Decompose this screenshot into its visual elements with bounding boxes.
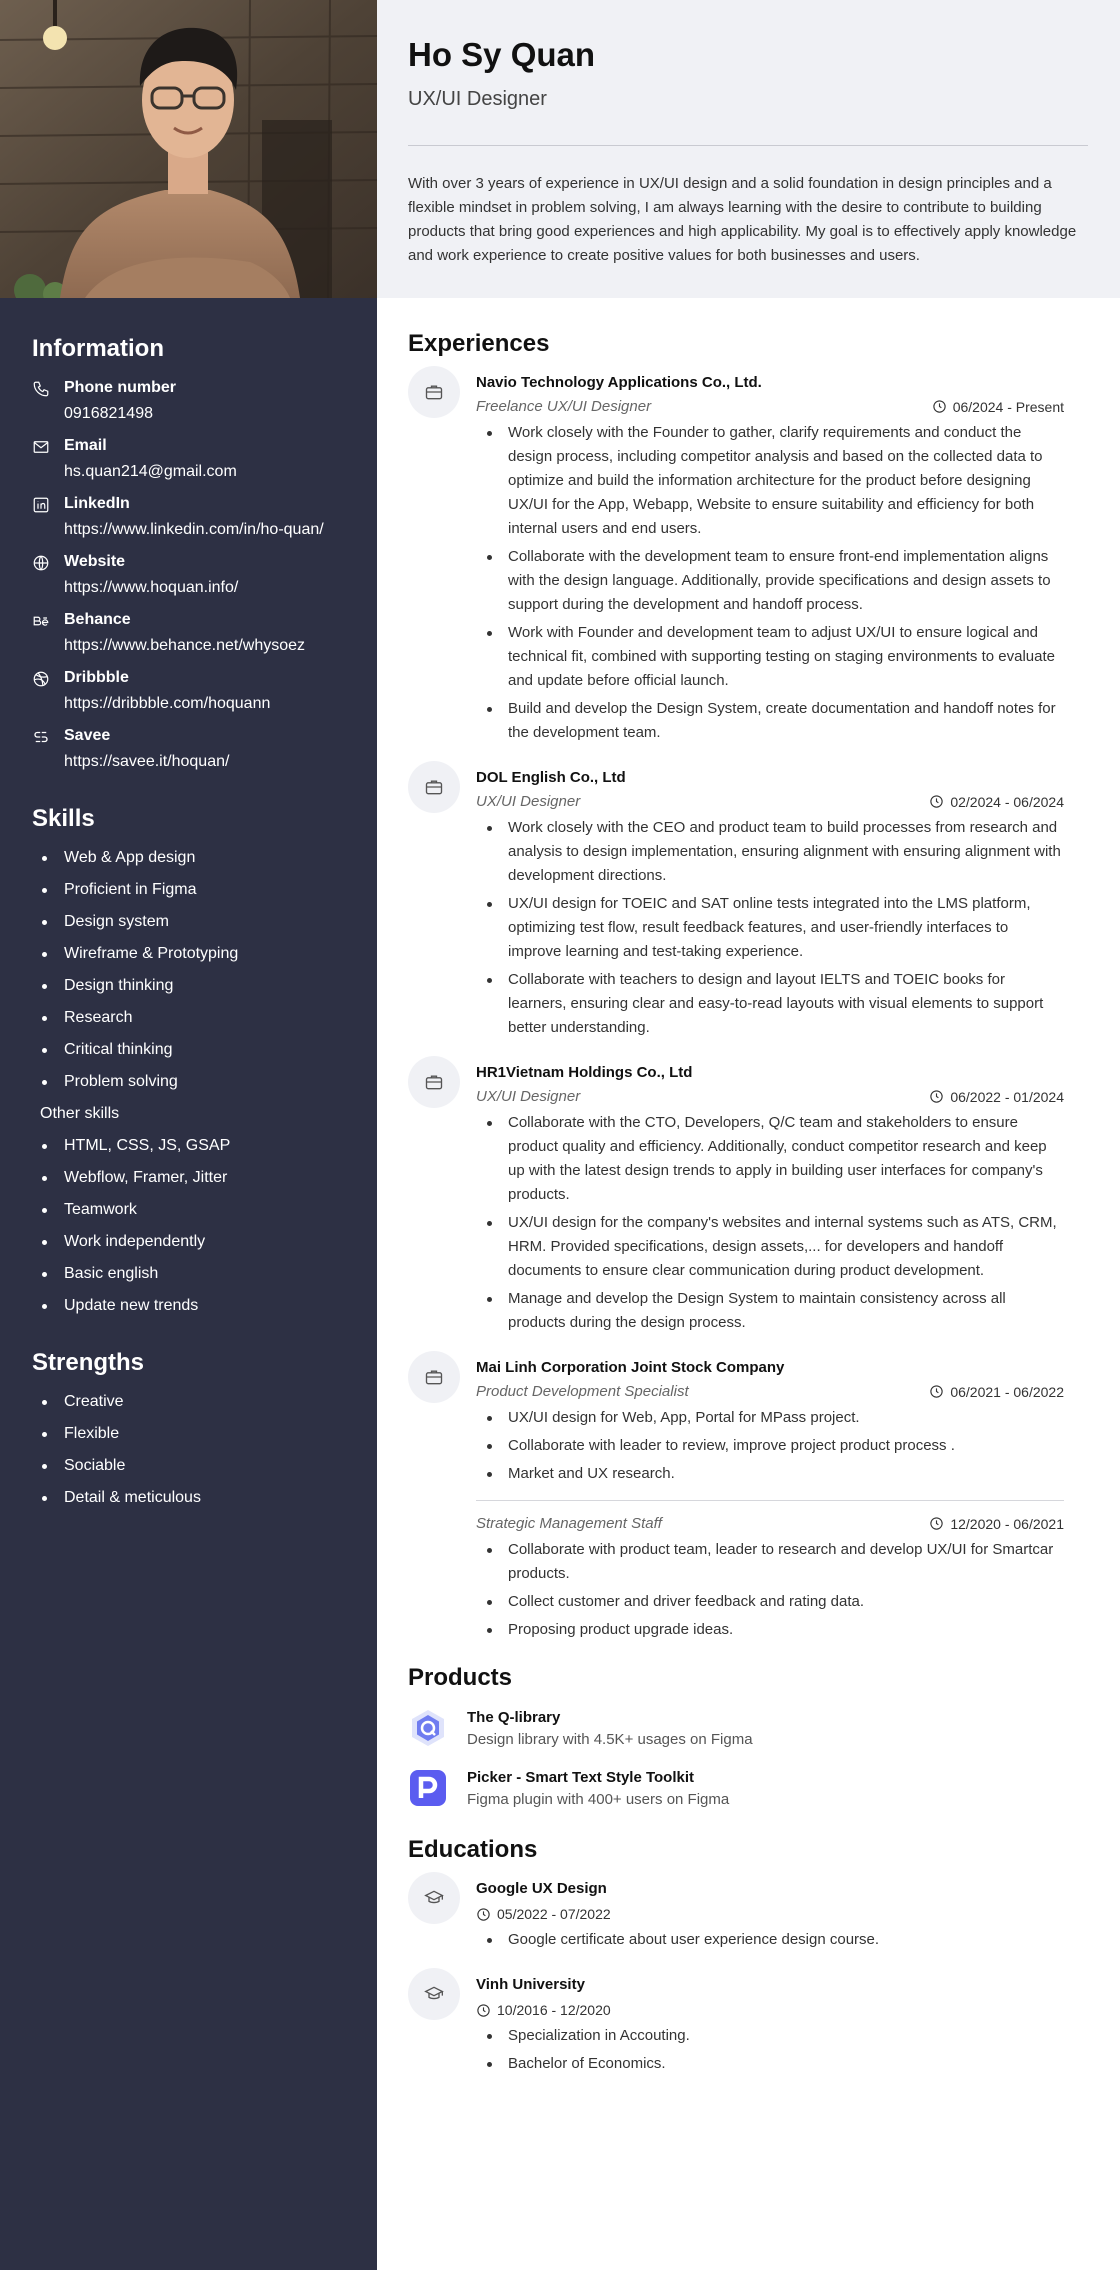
date-text: 10/2016 - 12/2020	[497, 2002, 611, 2018]
product-desc: Design library with 4.5K+ usages on Figma	[467, 1731, 753, 1748]
role-row	[476, 1515, 1064, 1532]
skill-item: Design system	[32, 911, 362, 933]
other-skill-item: Work independently	[32, 1231, 362, 1253]
info-value[interactable]: hs.quan214@gmail.com	[64, 463, 237, 480]
duty-item: Work closely with the CEO and product team to build processes from research and analysis to design implementation, ensuring alignment with ensuring alignment with development directions.	[476, 816, 1064, 888]
school-name: Vinh University	[476, 1976, 585, 1993]
other-skill-item: HTML, CSS, JS, GSAP	[32, 1135, 362, 1157]
duty-list	[476, 816, 1064, 1040]
clock-icon	[929, 1516, 950, 1531]
behance-icon	[32, 609, 64, 657]
skill-item: Problem solving	[32, 1071, 362, 1093]
information-heading: Information	[32, 335, 164, 362]
clock-icon	[476, 2003, 497, 2018]
role-title: Freelance UX/UI Designer	[476, 398, 652, 415]
strength-item: Sociable	[32, 1455, 362, 1477]
info-label: Savee	[64, 727, 111, 744]
role-date	[929, 1089, 1064, 1105]
info-item-dribbble	[32, 667, 362, 715]
role-date	[929, 1384, 1064, 1400]
product-item[interactable]	[408, 1768, 1064, 1810]
savee-icon	[32, 725, 64, 773]
education-body	[476, 1974, 1064, 2080]
skill-item: Wireframe & Prototyping	[32, 943, 362, 965]
duty-item: Collaborate with leader to review, improve project product process .	[476, 1434, 1064, 1458]
profile-summary: With over 3 years of experience in UX/UI design and a solid foundation in design principles and a flexible mindset in problem solving, I am always learning with the desire to contribute to building products that bring good experiences and high applicability. My goal is to effectively apply knowledge and work experience to create positive values for both businesses and users.	[408, 175, 1077, 264]
mail-icon	[32, 435, 64, 483]
duty-item: Proposing product upgrade ideas.	[476, 1618, 1064, 1642]
role-date	[929, 1516, 1064, 1532]
school-name: Google UX Design	[476, 1880, 607, 1897]
duty-list	[476, 1111, 1064, 1335]
linkedin-icon	[32, 493, 64, 541]
graduation-cap-icon	[408, 1872, 460, 1924]
products-section	[408, 1664, 1064, 1810]
information-list	[32, 377, 362, 773]
duty-item: UX/UI design for Web, App, Portal for MPass project.	[476, 1406, 1064, 1430]
company-name: DOL English Co., Ltd	[476, 769, 626, 786]
role-divider	[476, 1500, 1064, 1501]
skills-heading: Skills	[32, 805, 95, 832]
experiences-section	[408, 330, 1064, 1646]
products-heading: Products	[408, 1664, 513, 1691]
info-text	[64, 435, 362, 483]
profile-header	[377, 0, 1120, 298]
role-row	[476, 398, 1064, 415]
duty-item: Work with Founder and development team to adjust UX/UI to ensure logical and technical fit, combined with supporting testing on staging environments to evaluate and update before official launch.	[476, 621, 1064, 693]
skill-item: Proficient in Figma	[32, 879, 362, 901]
other-skills-list	[32, 1135, 362, 1317]
briefcase-icon	[408, 1351, 460, 1403]
education-item	[408, 1878, 1064, 1956]
skill-item: Web & App design	[32, 847, 362, 869]
skill-item: Critical thinking	[32, 1039, 362, 1061]
role-title: UX/UI Designer	[476, 1088, 581, 1105]
profile-title: UX/UI Designer	[408, 88, 547, 110]
main-content	[408, 330, 1064, 2098]
duty-item: UX/UI design for TOEIC and SAT online tests integrated into the LMS platform, optimizing test flow, result feedback features, and user-friendly interfaces to improve learning and test-taking experience.	[476, 892, 1064, 964]
info-value[interactable]: https://dribbble.com/hoquann	[64, 695, 271, 712]
duty-item: Work closely with the Founder to gather, clarify requirements and conduct the design process, including competitor analysis and based on the collected data to optimize and build the information architecture for the product before designing UX/UI for the App, Webapp, Website to ensure suitability and efficiency for both internal users and end users.	[476, 421, 1064, 541]
education-body	[476, 1878, 1064, 1956]
role-title: UX/UI Designer	[476, 793, 581, 810]
info-value[interactable]: https://savee.it/hoquan/	[64, 753, 230, 770]
role-title: Product Development Specialist	[476, 1383, 689, 1400]
date-text: 12/2020 - 06/2021	[950, 1515, 1064, 1532]
education-list	[408, 1878, 1064, 2080]
info-value[interactable]: https://www.hoquan.info/	[64, 579, 239, 596]
date-text: 06/2024 - Present	[952, 398, 1064, 415]
education-item	[408, 1974, 1064, 2080]
duty-list	[476, 1538, 1064, 1642]
experience-body	[476, 1357, 1064, 1646]
skills-list	[32, 847, 362, 1093]
strengths-list	[32, 1391, 362, 1509]
experience-item	[408, 1357, 1064, 1646]
info-value: 0916821498	[64, 405, 153, 422]
globe-icon	[32, 551, 64, 599]
dribbble-icon	[32, 667, 64, 715]
duty-item: Collaborate with the development team to ensure front-end implementation aligns with the design language. Additionally, provide specifications and design assets to support during the development and handoff process.	[476, 545, 1064, 617]
graduation-cap-icon	[408, 1968, 460, 2020]
info-label: Phone number	[64, 379, 177, 396]
info-value[interactable]: https://www.linkedin.com/in/ho-quan/	[64, 521, 324, 538]
info-text	[64, 551, 362, 599]
info-item-behance	[32, 609, 362, 657]
info-item-website	[32, 551, 362, 599]
education-note: Google certificate about user experience design course.	[476, 1928, 1064, 1952]
educations-heading: Educations	[408, 1836, 538, 1863]
other-skills-label: Other skills	[40, 1105, 120, 1122]
role-date	[932, 399, 1064, 415]
header-divider	[408, 145, 1088, 146]
date-text: 05/2022 - 07/2022	[497, 1906, 611, 1922]
skill-item: Research	[32, 1007, 362, 1029]
sidebar	[0, 0, 377, 2270]
info-item-linkedin	[32, 493, 362, 541]
strength-item: Creative	[32, 1391, 362, 1413]
other-skill-item: Teamwork	[32, 1199, 362, 1221]
educations-section	[408, 1836, 1064, 2080]
briefcase-icon	[408, 761, 460, 813]
info-value[interactable]: https://www.behance.net/whysoez	[64, 637, 306, 654]
info-label: Dribbble	[64, 669, 129, 686]
info-text	[64, 377, 362, 425]
role-title: Strategic Management Staff	[476, 1515, 662, 1532]
duty-item: Manage and develop the Design System to maintain consistency across all products during the design process.	[476, 1287, 1064, 1335]
duty-item: Collect customer and driver feedback and rating data.	[476, 1590, 1064, 1614]
experience-item	[408, 1062, 1064, 1339]
strength-item: Flexible	[32, 1423, 362, 1445]
date-text: 06/2022 - 01/2024	[950, 1088, 1064, 1105]
info-label: LinkedIn	[64, 495, 130, 512]
other-skill-item: Webflow, Framer, Jitter	[32, 1167, 362, 1189]
info-label: Website	[64, 553, 126, 570]
date-text: 02/2024 - 06/2024	[950, 793, 1064, 810]
q-library-logo-icon	[408, 1708, 448, 1748]
role-date	[929, 794, 1064, 810]
strengths-heading: Strengths	[32, 1349, 145, 1376]
product-item[interactable]	[408, 1708, 1064, 1750]
briefcase-icon	[408, 366, 460, 418]
experience-body	[476, 372, 1064, 749]
experience-body	[476, 1062, 1064, 1339]
clock-icon	[929, 1089, 950, 1104]
education-note: Bachelor of Economics.	[476, 2052, 1064, 2076]
company-name: HR1Vietnam Holdings Co., Ltd	[476, 1064, 693, 1081]
other-skill-item: Update new trends	[32, 1295, 362, 1317]
other-skill-item: Basic english	[32, 1263, 362, 1285]
product-text	[467, 1768, 729, 1810]
skill-item: Design thinking	[32, 975, 362, 997]
profile-name: Ho Sy Quan	[408, 36, 596, 73]
duty-item: Collaborate with teachers to design and layout IELTS and TOEIC books for learners, ensuring clear and easy-to-read layouts with visual elements to support better understanding.	[476, 968, 1064, 1040]
phone-icon	[32, 377, 64, 425]
clock-icon	[929, 794, 950, 809]
company-name: Navio Technology Applications Co., Ltd.	[476, 374, 762, 391]
info-item-savee	[32, 725, 362, 773]
product-list	[408, 1708, 1064, 1810]
role-row	[476, 1383, 1064, 1400]
info-text	[64, 493, 362, 541]
duty-list	[476, 421, 1064, 745]
education-date	[476, 2002, 1064, 2018]
education-note: Specialization in Accouting.	[476, 2024, 1064, 2048]
education-date	[476, 1906, 1064, 1922]
education-notes	[476, 2024, 1064, 2076]
product-name: Picker - Smart Text Style Toolkit	[467, 1769, 695, 1786]
clock-icon	[932, 399, 953, 414]
product-text	[467, 1708, 753, 1750]
experience-item	[408, 767, 1064, 1044]
clock-icon	[929, 1384, 950, 1399]
duty-item: Collaborate with the CTO, Developers, Q/C team and stakeholders to ensure product quality and efficiency. Additionally, conduct competitor research and keep up with the latest design trends to apply in building user interfaces for company's products.	[476, 1111, 1064, 1207]
clock-icon	[476, 1907, 497, 1922]
info-text	[64, 609, 362, 657]
info-text	[64, 725, 362, 773]
date-text: 06/2021 - 06/2022	[950, 1383, 1064, 1400]
duty-list	[476, 1406, 1064, 1486]
experiences-heading: Experiences	[408, 330, 550, 357]
duty-item: Market and UX research.	[476, 1462, 1064, 1486]
info-item-email	[32, 435, 362, 483]
info-text	[64, 667, 362, 715]
strength-item: Detail & meticulous	[32, 1487, 362, 1509]
briefcase-icon	[408, 1056, 460, 1108]
duty-item: Collaborate with product team, leader to research and develop UX/UI for Smartcar products.	[476, 1538, 1064, 1586]
role-row	[476, 793, 1064, 810]
info-item-phone-number	[32, 377, 362, 425]
job-list	[408, 372, 1064, 1646]
info-label: Email	[64, 437, 107, 454]
info-label: Behance	[64, 611, 131, 628]
role-row	[476, 1088, 1064, 1105]
education-notes	[476, 1928, 1064, 1952]
profile-photo	[0, 0, 377, 298]
picker-logo-icon	[408, 1768, 448, 1808]
product-name: The Q-library	[467, 1709, 561, 1726]
experience-item	[408, 372, 1064, 749]
experience-body	[476, 767, 1064, 1044]
company-name: Mai Linh Corporation Joint Stock Company	[476, 1359, 785, 1376]
duty-item: UX/UI design for the company's websites and internal systems such as ATS, CRM, HRM. Provided specifications, design assets,... for developers and handoff documents to ensure clear communication during product development.	[476, 1211, 1064, 1283]
product-desc: Figma plugin with 400+ users on Figma	[467, 1791, 730, 1808]
duty-item: Build and develop the Design System, create documentation and handoff notes for the development team.	[476, 697, 1064, 745]
